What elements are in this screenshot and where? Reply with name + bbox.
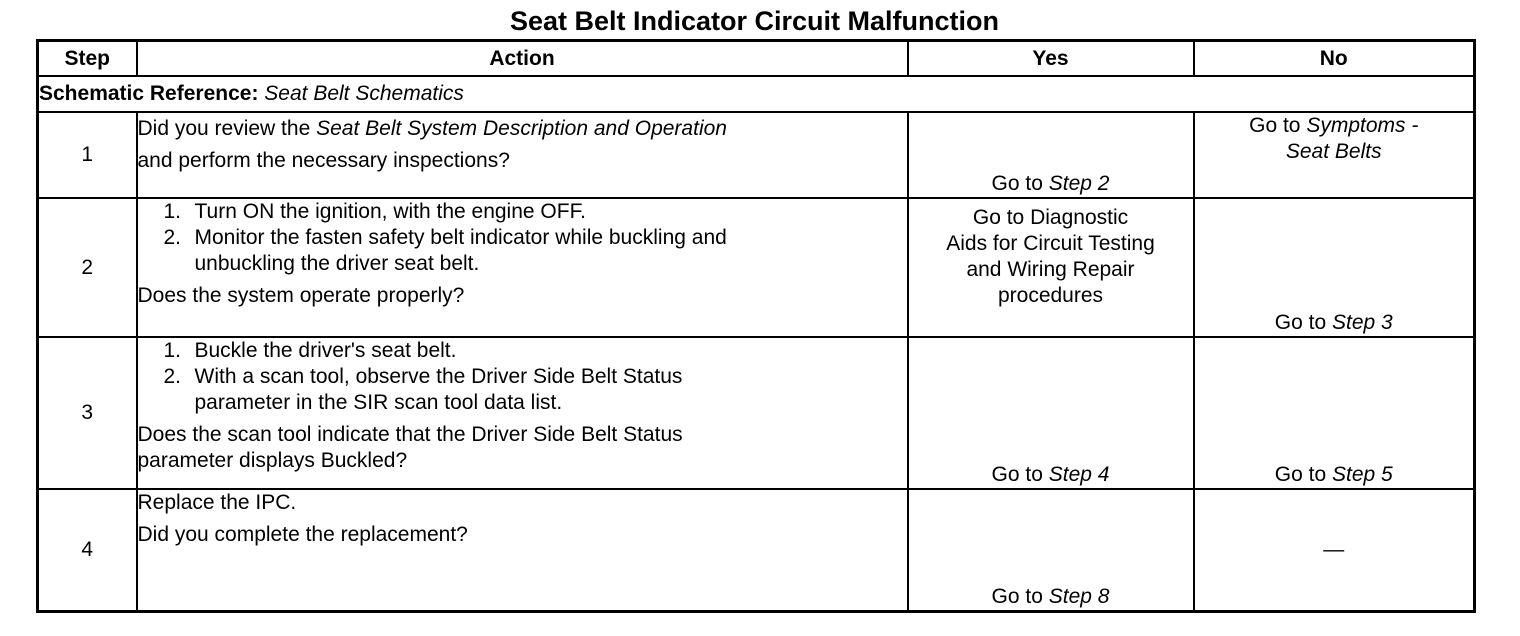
yes-cell: Go to Step 8 xyxy=(908,489,1194,611)
step-number: 1 xyxy=(38,112,137,198)
header-action: Action xyxy=(137,41,908,77)
diagnostic-table xyxy=(36,39,1476,613)
action-text: Did you review the Seat Belt System Description and Operation xyxy=(137,117,727,140)
action-text: Replace the IPC. xyxy=(137,491,297,514)
no-cell xyxy=(1194,489,1475,611)
action-question: Does the system operate properly? xyxy=(137,284,465,307)
step-number: 4 xyxy=(38,489,137,611)
action-item: 2. With a scan tool, observe the Driver Side Belt Status parameter in the SIR scan tool data list. xyxy=(163,365,683,414)
table-row xyxy=(38,489,1475,611)
action-question: Does the scan tool indicate that the Driver Side Belt Status parameter displays Buckled? xyxy=(137,423,683,472)
no-cell: Go to Symptoms - Seat Belts xyxy=(1194,112,1475,198)
header-yes: Yes xyxy=(908,41,1194,77)
action-item: 1. Buckle the driver's seat belt. xyxy=(163,339,457,362)
no-cell: Go to Step 3 xyxy=(1194,198,1475,337)
symptoms-link[interactable]: Symptoms - xyxy=(1306,114,1419,137)
description-link[interactable]: Seat Belt System Description and Operation xyxy=(316,117,727,140)
goto-step-link[interactable]: Step 8 xyxy=(1048,584,1110,608)
action-cell xyxy=(137,489,908,611)
step-number: 2 xyxy=(38,198,137,337)
header-row xyxy=(38,41,1475,77)
action-cell xyxy=(137,198,908,337)
yes-cell: Go to Step 4 xyxy=(908,337,1194,489)
table-row xyxy=(38,112,1475,198)
yes-cell: Go to Diagnostic Aids for Circuit Testing and Wiring Repair procedures xyxy=(908,198,1194,337)
schematic-link[interactable]: Seat Belt Schematics xyxy=(264,82,464,105)
no-action-dash: — xyxy=(1323,537,1345,561)
goto-step-link[interactable]: Step 3 xyxy=(1332,311,1393,334)
header-no: No xyxy=(1194,41,1475,77)
table-row xyxy=(38,198,1475,337)
schematic-reference xyxy=(38,76,1475,112)
page-title: Seat Belt Indicator Circuit Malfunction xyxy=(509,6,1000,36)
goto-step-link[interactable]: Step 2 xyxy=(1048,172,1110,195)
goto-step-link[interactable]: Step 5 xyxy=(1332,463,1393,486)
action-item: 1. Turn ON the ignition, with the engine OFF. xyxy=(163,200,586,223)
yes-cell: Go to Step 2 xyxy=(908,112,1194,198)
action-cell xyxy=(137,112,908,198)
symptoms-link-cont[interactable]: Seat Belts xyxy=(1285,140,1382,163)
action-cell xyxy=(137,337,908,489)
schematic-row xyxy=(38,76,1475,112)
action-item: 2. Monitor the fasten safety belt indicator while buckling and unbuckling the driver seat belt. xyxy=(163,226,727,275)
action-question: Did you complete the replacement? xyxy=(137,523,468,546)
step-number: 3 xyxy=(38,337,137,489)
header-step: Step xyxy=(38,41,137,77)
action-text: and perform the necessary inspections? xyxy=(137,149,510,172)
schematic-label: Schematic Reference: xyxy=(39,82,259,105)
goto-step-link[interactable]: Step 4 xyxy=(1048,463,1110,486)
table-row xyxy=(38,337,1475,489)
no-cell: Go to Step 5 xyxy=(1194,337,1475,489)
